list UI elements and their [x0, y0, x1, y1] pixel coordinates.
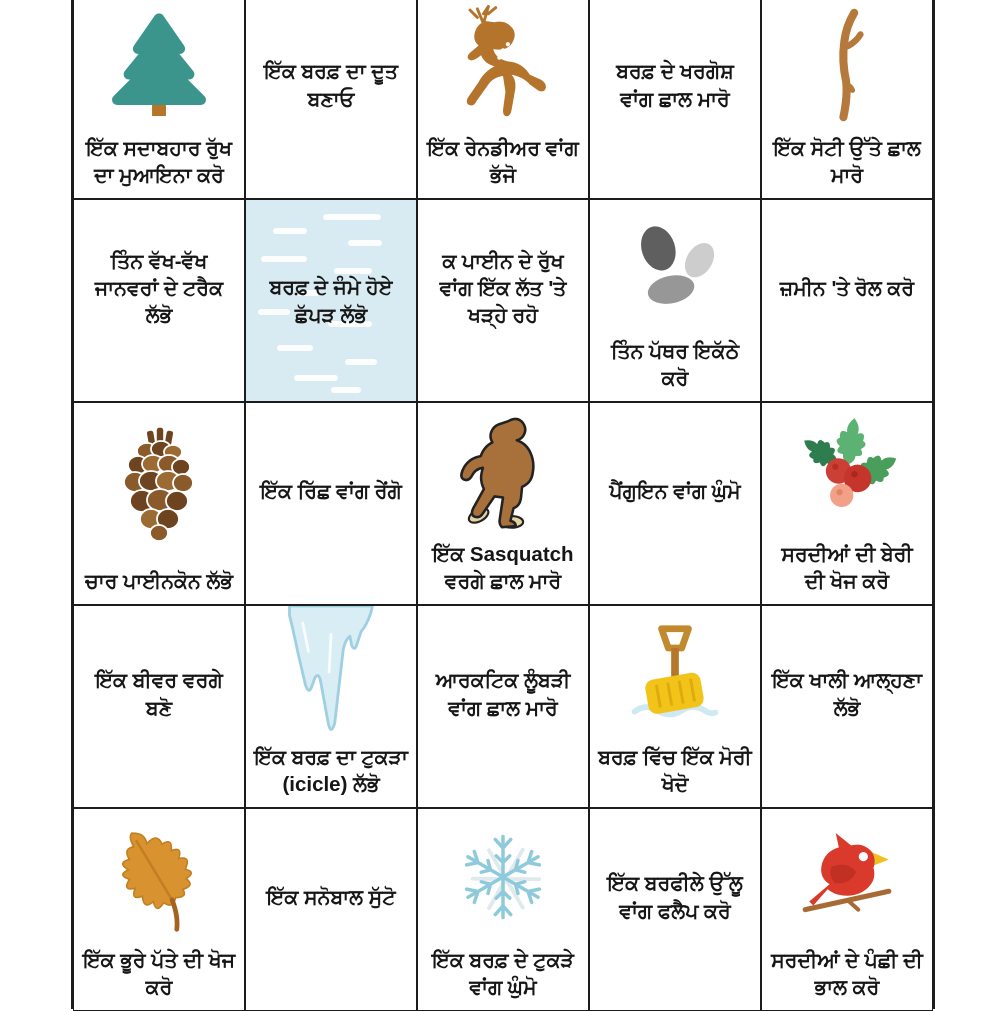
bingo-cell-r5c1 — [73, 808, 245, 1011]
bingo-cell-r4c2 — [245, 605, 417, 808]
bingo-cell-r4c4 — [589, 605, 761, 808]
bingo-cell-r5c4 — [589, 808, 761, 1011]
cell-task-label: ਬਰਫ਼ ਦੇ ਖਰਗੋਸ਼ ਵਾਂਗ ਛਾਲ ਮਾਰੋ — [616, 60, 734, 111]
oak-leaf-icon — [101, 809, 217, 945]
cell-task-label: ਸਰਦੀਆਂ ਦੇ ਪੰਛੀ ਦੀ ਭਾਲ ਕਰੋ — [771, 948, 923, 999]
cell-task-label: ਤਿੰਨ ਪੱਥਰ ਇਕੱਠੇ ਕਰੋ — [610, 339, 740, 390]
cell-task-label: ਇੱਕ ਬਰਫ਼ ਦੇ ਟੁਕੜੇ ਵਾਂਗ ਘੁੰਮੋ — [432, 948, 574, 999]
ice-streak-decoration — [273, 228, 307, 234]
cell-task-label: ਇੱਕ Sasquatch ਵਰਗੇ ਛਾਲ ਮਾਰੋ — [432, 542, 574, 593]
bingo-cell-r3c1 — [73, 402, 245, 605]
cell-task-label: ਕ ਪਾਈਨ ਦੇ ਰੁੱਖ ਵਾਂਗ ਇੱਕ ਲੱਤ 'ਤੇ ਖੜ੍ਹੇ ਰਹੋ — [439, 249, 567, 328]
cell-task-label: ਇੱਕ ਸਦਾਬਹਾਰ ਰੁੱਖ ਦਾ ਮੁਆਇਨਾ ਕਰੋ — [86, 136, 232, 187]
holly-berries-icon — [791, 403, 903, 539]
ice-streak-decoration — [348, 240, 382, 246]
ice-streak-decoration — [277, 345, 313, 351]
bingo-cell-r5c2 — [245, 808, 417, 1011]
bingo-cell-r3c2 — [245, 402, 417, 605]
cell-task-label: ਇੱਕ ਬਰਫ਼ ਦਾ ਟੁਕੜਾ (icicle) ਲੱਭੋ — [254, 745, 408, 796]
cell-task-label: ਪੈਂਗੁਇਨ ਵਾਂਗ ਘੁੰਮੋ — [609, 479, 741, 503]
evergreen-tree-icon — [101, 0, 217, 133]
stick-icon — [820, 0, 874, 133]
icicle-icon — [283, 606, 379, 742]
cell-task-label: ਇੱਕ ਰਿੱਛ ਵਾਂਗ ਰੇਂਗੋ — [260, 479, 402, 503]
bingo-board — [71, 0, 935, 1009]
bingo-cell-r1c1 — [73, 0, 245, 199]
bingo-cell-r2c3 — [417, 199, 589, 402]
cell-task-label: ਬਰਫ਼ ਦੇ ਜੰਮੇ ਹੋਏ ਛੱਪੜ ਲੱਭੋ — [269, 276, 393, 327]
ice-streak-decoration — [331, 387, 361, 393]
bingo-cell-r3c4 — [589, 402, 761, 605]
bingo-cell-r4c1 — [73, 605, 245, 808]
ice-streak-decoration — [261, 256, 307, 262]
bingo-cell-r5c3 — [417, 808, 589, 1011]
cardinal-bird-icon — [788, 809, 906, 945]
bingo-cell-r4c5 — [761, 605, 933, 808]
ice-streak-decoration — [294, 375, 338, 381]
bingo-cell-r2c4 — [589, 199, 761, 402]
bingo-cell-r2c2 — [245, 199, 417, 402]
cell-task-label: ਬਰਫ਼ ਵਿੱਚ ਇੱਕ ਮੋਰੀ ਖੋਦੋ — [598, 745, 752, 796]
cell-task-label: ਇੱਕ ਬਰਫ਼ ਦਾ ਦੂਤ ਬਣਾਓ — [264, 60, 398, 111]
ice-streak-decoration — [323, 214, 381, 220]
sasquatch-icon — [450, 403, 556, 539]
bingo-cell-r2c1 — [73, 199, 245, 402]
bingo-cell-r3c3 — [417, 402, 589, 605]
cell-task-label: ਇੱਕ ਬਰਫੀਲੇ ਉੱਲੂ ਵਾਂਗ ਫਲੈਪ ਕਰੋ — [607, 872, 743, 923]
cell-task-label: ਇੱਕ ਰੇਨਡੀਅਰ ਵਾਂਗ ਭੱਜੋ — [427, 136, 579, 187]
reindeer-icon — [442, 0, 564, 133]
bingo-cell-r4c3 — [417, 605, 589, 808]
cell-task-label: ਇੱਕ ਖਾਲੀ ਆਲ੍ਹਣਾ ਲੱਭੋ — [771, 669, 923, 720]
cell-task-label: ਇੱਕ ਭੂਰੇ ਪੱਤੇ ਦੀ ਖੋਜ ਕਰੋ — [82, 948, 236, 999]
snowflake-icon — [450, 809, 556, 945]
cell-task-label: ਸਰਦੀਆਂ ਦੀ ਬੇਰੀ ਦੀ ਖੋਜ ਕਰੋ — [781, 542, 913, 593]
bingo-cell-r1c3 — [417, 0, 589, 199]
ice-streak-decoration — [345, 359, 377, 365]
bingo-cell-r1c4 — [589, 0, 761, 199]
cell-task-label: ਚਾਰ ਪਾਈਨਕੋਨ ਲੱਭੋ — [85, 569, 233, 593]
snow-shovel-icon — [626, 606, 724, 742]
bingo-cell-r1c2 — [245, 0, 417, 199]
cell-task-label: ਇੱਕ ਸਨੋਬਾਲ ਸੁੱਟੋ — [266, 885, 396, 909]
bingo-cell-r3c5 — [761, 402, 933, 605]
bingo-cell-r2c5 — [761, 199, 933, 402]
pinecone-icon — [109, 403, 209, 566]
bingo-cell-r5c5 — [761, 808, 933, 1011]
cell-task-label: ਇੱਕ ਸੋਟੀ ਉੱਤੇ ਛਾਲ ਮਾਰੋ — [773, 136, 921, 187]
cell-task-label: ਇੱਕ ਬੀਵਰ ਵਰਗੇ ਬਣੋ — [95, 669, 223, 720]
cell-task-label: ਤਿੰਨ ਵੱਖ-ਵੱਖ ਜਾਨਵਰਾਂ ਦੇ ਟਰੈਕ ਲੱਭੋ — [94, 249, 224, 328]
cell-task-label: ਜ਼ਮੀਨ 'ਤੇ ਰੋਲ ਕਰੋ — [779, 276, 915, 300]
cell-task-label: ਆਰਕਟਿਕ ਲੂੰਬੜੀ ਵਾਂਗ ਛਾਲ ਮਾਰੋ — [435, 669, 571, 720]
bingo-cell-r1c5 — [761, 0, 933, 199]
stones-icon — [626, 200, 724, 336]
